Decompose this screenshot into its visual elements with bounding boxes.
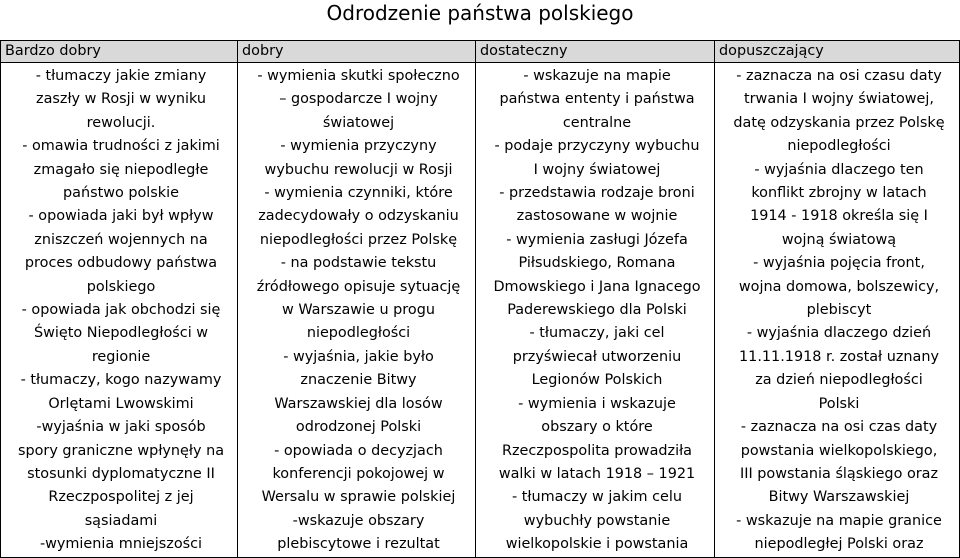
cell-line: regionie [91, 348, 151, 365]
cell-line: państwa ententy i państwa [499, 91, 695, 108]
cell-line: Legionów Polskich [531, 372, 663, 389]
cell-line: niepodległości [306, 325, 411, 342]
cell-line: - wymienia skutki społeczno [257, 68, 460, 84]
cell-line: - wymienia zasługi Józefa [506, 231, 688, 248]
cell-line: – gospodarcze I wojny [279, 91, 438, 108]
header-dobry: dobry [238, 41, 476, 63]
cell-line: powstania wielkopolskiego, [740, 442, 938, 459]
header-dostateczny: dostateczny [476, 41, 715, 63]
cell-line: - przedstawia rodzaje broni [499, 185, 695, 202]
cell-line: przyświecał utworzeniu [512, 348, 682, 365]
cell-line: - podaje przyczyny wybuchu [494, 138, 700, 155]
cell-line: za dzień niepodległości [755, 372, 923, 389]
cell-line: państwo polskie [63, 185, 179, 202]
cell-dostateczny [476, 63, 715, 558]
cell-line: plebiscytowe i rezultat [277, 536, 440, 553]
cell-line: wojną światową [781, 231, 897, 248]
cell-line: wojna domowa, bolszewicy, [738, 278, 940, 295]
cell-line: trwania I wojny światowej, [744, 91, 934, 108]
cell-line: Święto Niepodległości w [33, 325, 209, 342]
cell-line: - tłumaczy, jaki cel [529, 325, 665, 342]
cell-line: III powstania śląskiego oraz [739, 465, 939, 482]
cell-line: Warszawskiej dla losów [274, 395, 443, 412]
cell-line: spory graniczne wpłynęły na [17, 442, 225, 459]
cell-line: Paderewskiego dla Polski [507, 302, 687, 319]
cell-line: -wyjaśnia w jaki sposób [36, 419, 206, 436]
page-title: Odrodzenie państwa polskiego [326, 1, 634, 25]
cell-line: Rzeczpospolita prowadziła [501, 442, 692, 459]
cell-line: - tłumaczy, kogo nazywamy [20, 372, 222, 389]
cell-line: - tłumaczy w jakim celu [512, 489, 682, 506]
cell-dobry [238, 63, 476, 558]
cell-line: znaczenie Bitwy [300, 372, 417, 389]
cell-line: - wyjaśnia dlaczego ten [754, 161, 924, 178]
cell-line: - tłumaczy jakie zmiany [35, 68, 207, 84]
cell-line: Wersalu w sprawie polskiej [261, 489, 456, 506]
cell-line: Polski [818, 395, 860, 412]
cell-line: - wskazuje na mapie [523, 68, 671, 84]
cell-line: zaszły w Rosji w wyniku [36, 91, 206, 108]
cell-line: -wskazuje obszary [292, 512, 425, 529]
cell-line: polskiego [86, 278, 156, 295]
cell-line: niepodległości przez Polskę [259, 231, 458, 248]
cell-line: plebiscyt [806, 302, 872, 319]
content-row [1, 63, 960, 558]
cell-line: -wymienia mniejszości [39, 536, 203, 553]
cell-line: Bitwy Warszawskiej [768, 489, 910, 506]
cell-line: sąsiadami [84, 512, 158, 529]
cell-line: - zaznacza na osi czasu daty [736, 68, 942, 84]
cell-line: niepodległości [787, 138, 891, 155]
cell-line: Rzeczpospolitej z jej [48, 489, 194, 506]
cell-line: obszary o które [541, 419, 653, 436]
cell-line: Orlętami Lwowskimi [48, 395, 194, 412]
cell-line: - wymienia i wskazuje [518, 395, 676, 412]
cell-line: wielkopolskie i powstania [505, 536, 689, 553]
cell-line: - wyjaśnia, jakie było [283, 348, 434, 365]
cell-line: w Warszawie u progu [282, 302, 435, 319]
cell-line: - opowiada jaki był wpływ [28, 208, 214, 225]
cell-line: światowej [322, 114, 395, 131]
cell-line: walki w latach 1918 – 1921 [498, 465, 696, 482]
cell-line: odrodzonej Polski [295, 419, 422, 436]
cell-line: wybuchły powstanie [523, 512, 671, 529]
cell-line: datę odzyskania przez Polskę [733, 114, 945, 131]
cell-line: konflikt zbrojny w latach [751, 185, 927, 202]
header-dopuszczajacy: dopuszczający [715, 41, 960, 63]
cell-line: zastosowane w wojnie [516, 208, 678, 225]
cell-line: - wymienia przyczyny [280, 138, 437, 155]
cell-line: - zaznacza na osi czas daty [740, 419, 938, 436]
cell-line: Piłsudskiego, Romana [518, 255, 676, 272]
cell-line: 1914 - 1918 określa się I [750, 208, 928, 225]
cell-bardzo-dobry [1, 63, 238, 558]
cell-line: rewolucji. [86, 114, 156, 131]
cell-line: - opowiada jak obchodzi się [21, 302, 221, 319]
cell-line: Dmowskiego i Jana Ignacego [493, 278, 701, 295]
cell-line: zmagało się niepodległe [33, 161, 209, 178]
cell-line: - wyjaśnia pojęcia front, [753, 255, 925, 272]
cell-line: wybuchu rewolucji w Rosji [264, 161, 453, 178]
cell-dopuszczajacy [715, 63, 960, 558]
cell-line: stosunki dyplomatyczne II [27, 465, 215, 482]
cell-line: niepodległej Polski oraz [754, 536, 924, 553]
cell-line: - wymienia czynniki, które [264, 185, 453, 202]
cell-line: zniszczeń wojennych na [34, 231, 208, 248]
cell-line: zadecydowały o odzyskaniu [258, 208, 459, 225]
cell-line: - na podstawie tekstu [280, 255, 437, 272]
cell-line: źródłowego opisuje sytuację [256, 278, 461, 295]
cell-line: 11.11.1918 r. został uznany [739, 348, 939, 365]
header-row [1, 41, 960, 63]
grading-table [0, 40, 960, 558]
cell-line: I wojny światowej [533, 161, 661, 178]
cell-line: - omawia trudności z jakimi [22, 138, 220, 155]
header-bardzo-dobry: Bardzo dobry [1, 41, 238, 63]
cell-line: centralne [562, 114, 632, 131]
cell-line: - wyjaśnia dlaczego dzień [746, 325, 932, 342]
cell-line: - wskazuje na mapie granice [736, 512, 942, 529]
cell-line: konferencji pokojowej w [272, 465, 445, 482]
cell-line: proces odbudowy państwa [24, 255, 218, 272]
cell-line: - opowiada o decyzjach [274, 442, 443, 459]
